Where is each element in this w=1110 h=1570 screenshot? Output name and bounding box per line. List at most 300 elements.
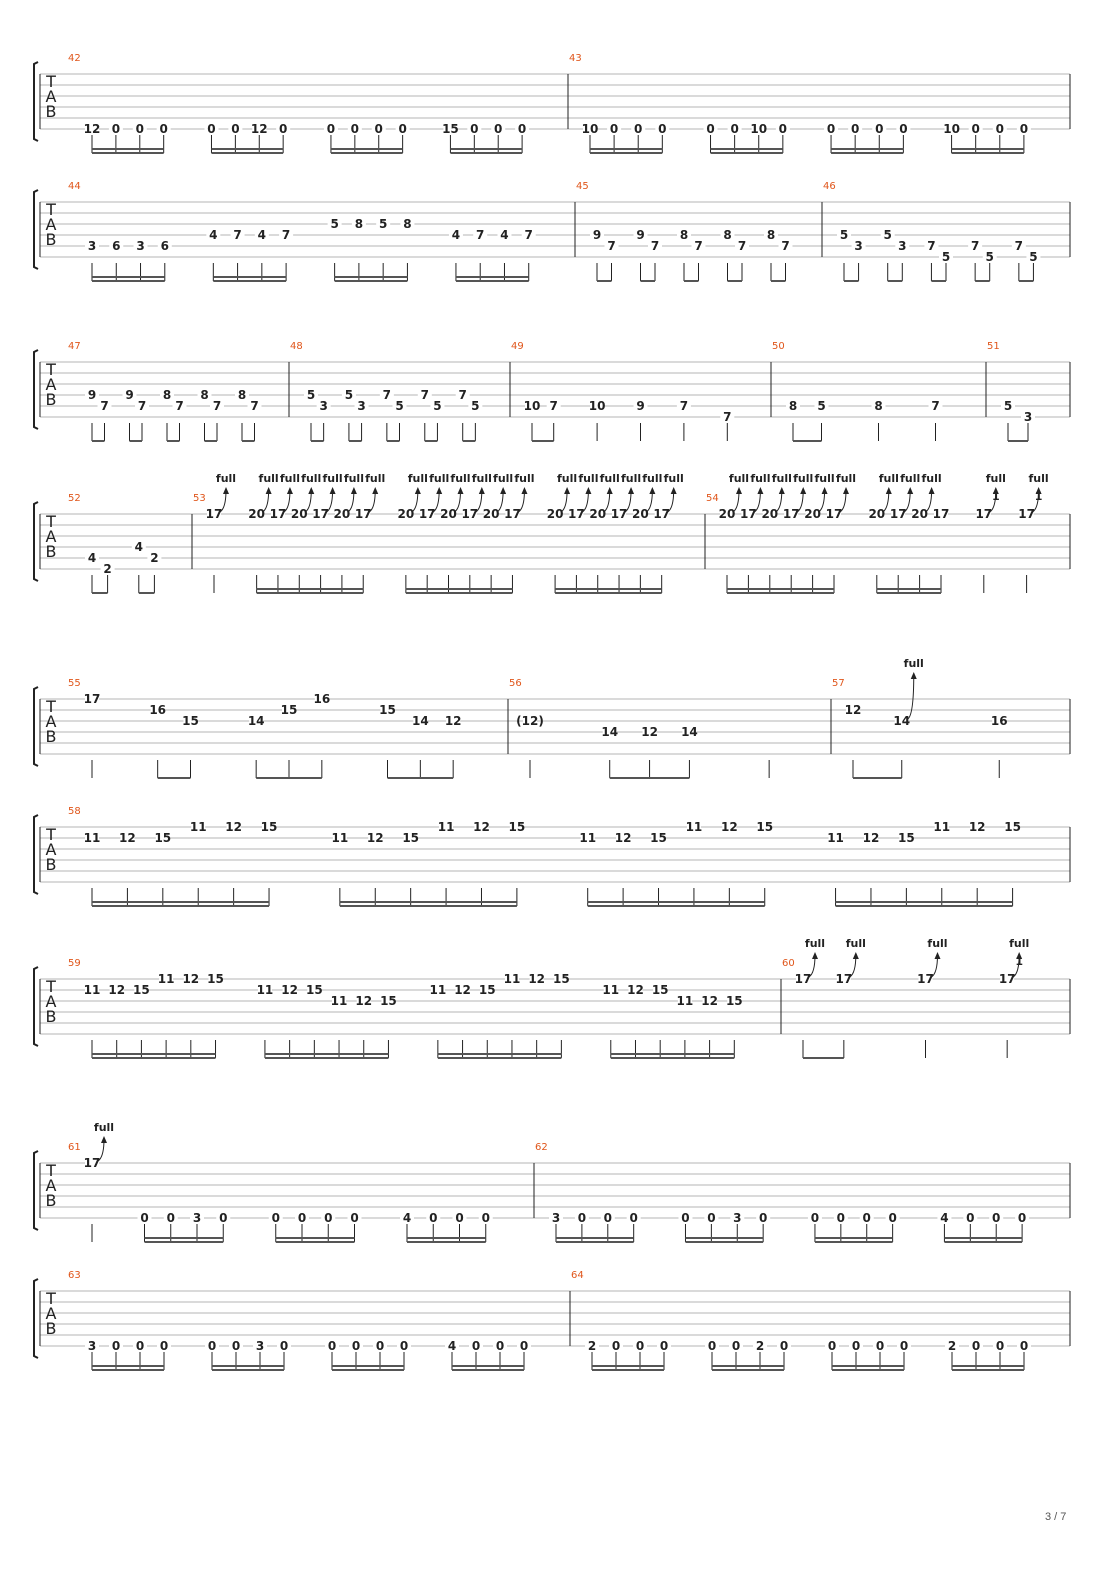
measure-number: 60: [782, 958, 795, 969]
bend-label: full: [985, 472, 1006, 485]
bend-arrowhead: [223, 487, 229, 494]
fret-number: 0: [611, 1339, 621, 1353]
bend-arrowhead: [649, 487, 655, 494]
fret-number: 0: [681, 1211, 690, 1225]
bend-arrowhead: [585, 487, 591, 494]
fret-number: 12: [250, 122, 268, 136]
measure-number: 48: [290, 341, 303, 352]
fret-number: 0: [159, 122, 168, 136]
bend-label: full: [322, 472, 343, 485]
fret-number: 12: [614, 831, 632, 845]
fret-number: 11: [429, 983, 447, 997]
fret-number: 0: [297, 1211, 307, 1225]
fret-number: 12: [528, 972, 546, 986]
bend-label: full: [845, 937, 866, 950]
fret-number: 17: [794, 972, 812, 986]
tab-clef-letter: A: [45, 712, 57, 731]
fret-number: 0: [495, 1339, 505, 1353]
system-bracket: [34, 1279, 38, 1358]
fret-number: 0: [899, 1339, 909, 1353]
bend-arrow: [908, 675, 914, 719]
fret-number: 0: [494, 122, 503, 136]
tab-system: [34, 53, 1070, 153]
fret-number: 15: [725, 994, 743, 1008]
fret-number: 20: [589, 507, 607, 521]
bend-label: full: [814, 472, 835, 485]
bend-label: full: [750, 472, 771, 485]
fret-number: 0: [730, 122, 739, 136]
tab-clef-letter: A: [45, 992, 57, 1011]
fret-number: 11: [157, 972, 175, 986]
tab-clef-letter: B: [45, 542, 57, 561]
bend-arrowhead: [500, 487, 506, 494]
fret-number: 4: [402, 1211, 412, 1225]
fret-number: 11: [331, 831, 349, 845]
measure-number: 61: [68, 1142, 81, 1153]
fret-number: 5: [941, 250, 951, 264]
fret-number: 7: [212, 399, 222, 413]
fret-number: 17: [740, 507, 757, 521]
fret-number: 10: [588, 399, 606, 413]
fret-number: 15: [898, 831, 915, 845]
bend-arrowhead: [436, 487, 442, 494]
fret-number: 11: [933, 820, 951, 834]
fret-number: 17: [83, 1156, 101, 1170]
bend-label: full: [557, 472, 578, 485]
bend-arrowhead: [607, 487, 613, 494]
tab-clef-letter: B: [45, 1319, 57, 1338]
fret-number: 7: [737, 239, 747, 253]
fret-number: 7: [931, 399, 940, 413]
bend-label: full: [514, 472, 535, 485]
fret-number: 10: [581, 122, 599, 136]
measure-number: 57: [832, 678, 845, 689]
measure-number: 64: [571, 1270, 584, 1281]
bend-label: full: [279, 472, 301, 485]
bend-label: full: [215, 472, 237, 485]
measure-number: 45: [576, 181, 589, 192]
fret-number: 15: [182, 714, 199, 728]
measure-number: 49: [511, 341, 524, 352]
fret-number: 3: [1023, 410, 1033, 424]
fret-number: 0: [971, 122, 980, 136]
fret-number: 2: [150, 551, 159, 565]
fret-number: 0: [398, 122, 407, 136]
bend-label: full: [599, 472, 620, 485]
fret-number: 20: [440, 507, 457, 521]
fret-number: 7: [476, 228, 485, 242]
fret-number: 8: [200, 388, 209, 402]
fret-number: 0: [634, 122, 643, 136]
bend-label: full: [663, 472, 684, 485]
tab-clef-letter: B: [45, 727, 57, 746]
fret-number: 11: [189, 820, 207, 834]
bend-arrowhead: [853, 952, 859, 959]
bend-arrowhead: [843, 487, 849, 494]
fret-number: 12: [454, 983, 471, 997]
bend-arrowhead: [521, 487, 527, 494]
fret-number: 0: [966, 1211, 975, 1225]
bend-arrowhead: [266, 487, 272, 494]
fret-number: 17: [312, 507, 329, 521]
release-label: 1: [1034, 490, 1043, 503]
measure-number: 51: [987, 341, 1000, 352]
fret-number: 0: [888, 1211, 897, 1225]
fret-number: 0: [207, 122, 216, 136]
fret-number: 8: [874, 399, 883, 413]
measure-number: 43: [569, 53, 582, 64]
fret-number: 4: [940, 1211, 949, 1225]
bend-arrowhead: [886, 487, 892, 494]
fret-number: 3: [87, 1339, 97, 1353]
fret-number: 7: [723, 410, 732, 424]
fret-number: 12: [862, 831, 880, 845]
bend-label: full: [620, 472, 642, 485]
bend-arrowhead: [757, 487, 763, 494]
fret-number: 7: [607, 239, 616, 253]
bend-arrowhead: [671, 487, 677, 494]
bend-label: full: [878, 472, 899, 485]
fret-number: 20: [397, 507, 415, 521]
fret-number: 20: [632, 507, 649, 521]
tab-clef-letter: B: [45, 230, 57, 249]
fret-number: 17: [782, 507, 800, 521]
fret-number: 12: [720, 820, 738, 834]
fret-number: 2: [947, 1339, 957, 1353]
fret-number: 7: [1014, 239, 1024, 253]
fret-number: 7: [524, 228, 533, 242]
fret-number: 17: [269, 507, 287, 521]
bend-label: full: [578, 472, 599, 485]
fret-number: 20: [868, 507, 886, 521]
bend-label: full: [1009, 937, 1030, 950]
fret-number: 8: [354, 217, 364, 231]
fret-number: 17: [998, 972, 1016, 986]
fret-number: 12: [225, 820, 242, 834]
fret-number: 3: [255, 1339, 265, 1353]
bend-label: full: [1028, 472, 1049, 485]
fret-number: 0: [231, 1339, 241, 1353]
fret-number: 5: [1003, 399, 1013, 413]
fret-number: 11: [256, 983, 274, 997]
fret-number: 0: [455, 1211, 464, 1225]
fret-number: 5: [378, 217, 388, 231]
fret-number: 7: [175, 399, 184, 413]
tab-clef-letter: T: [46, 72, 56, 91]
fret-number: 0: [135, 122, 144, 136]
fret-number: 15: [380, 994, 397, 1008]
fret-number: 0: [851, 1339, 861, 1353]
fret-number: 5: [433, 399, 442, 413]
tab-clef-letter: A: [45, 375, 57, 394]
fret-number: 4: [447, 1339, 457, 1353]
fret-number: 0: [1017, 1211, 1027, 1225]
system-bracket: [34, 502, 38, 581]
fret-number: 7: [100, 399, 109, 413]
fret-number: 8: [162, 388, 172, 402]
fret-number: 7: [781, 239, 790, 253]
fret-number: 0: [826, 122, 836, 136]
bend-label: full: [407, 472, 428, 485]
fret-number: 0: [471, 1339, 481, 1353]
fret-number: 0: [519, 1339, 529, 1353]
fret-number: 8: [788, 399, 798, 413]
fret-number: 0: [850, 122, 860, 136]
fret-number: 0: [707, 1339, 717, 1353]
bend-label: full: [365, 472, 386, 485]
fret-number: 15: [442, 122, 459, 136]
fret-number: 0: [635, 1339, 645, 1353]
fret-number: 8: [403, 217, 412, 231]
fret-number: 2: [587, 1339, 597, 1353]
fret-number: 20: [911, 507, 928, 521]
fret-number: 17: [461, 507, 479, 521]
fret-number: 15: [1004, 820, 1021, 834]
fret-number: 0: [135, 1339, 145, 1353]
tab-system: [34, 937, 1070, 1058]
fret-number: 12: [701, 994, 718, 1008]
measure-number: 53: [193, 493, 206, 504]
tab-clef-letter: T: [46, 512, 56, 531]
tab-system: [34, 1270, 1070, 1370]
fret-number: 20: [804, 507, 821, 521]
fret-number: 0: [481, 1211, 490, 1225]
fret-number: 10: [943, 122, 960, 136]
bend-arrowhead: [907, 487, 913, 494]
bend-label: full: [771, 472, 792, 485]
fret-number: 17: [354, 507, 372, 521]
bend-label: full: [258, 472, 279, 485]
bend-label: full: [793, 472, 814, 485]
fret-number: 20: [761, 507, 779, 521]
bend-arrowhead: [929, 487, 935, 494]
bend-label: full: [804, 937, 826, 950]
fret-number: 17: [653, 507, 671, 521]
fret-number: 16: [313, 692, 331, 706]
release-label: 1: [1015, 955, 1023, 968]
fret-number: 17: [932, 507, 950, 521]
fret-number: 0: [603, 1211, 612, 1225]
tab-system: [34, 1121, 1070, 1242]
fret-number: 3: [87, 239, 97, 253]
tab-system: [34, 341, 1070, 441]
bend-arrowhead: [800, 487, 806, 494]
bend-label: full: [927, 937, 948, 950]
fret-number: 0: [995, 122, 1004, 136]
fret-number: 0: [159, 1339, 169, 1353]
fret-number: 20: [248, 507, 265, 521]
fret-number: 0: [836, 1211, 846, 1225]
fret-number: 3: [357, 399, 366, 413]
fret-number: 7: [137, 399, 147, 413]
bend-arrowhead: [812, 952, 818, 959]
fret-number: 0: [271, 1211, 280, 1225]
fret-number: 0: [862, 1211, 871, 1225]
fret-number: 7: [650, 239, 660, 253]
fret-number: 0: [326, 122, 336, 136]
tab-clef-letter: B: [45, 102, 57, 121]
fret-number: 0: [350, 122, 360, 136]
fret-number: 8: [237, 388, 247, 402]
fret-number: 20: [546, 507, 564, 521]
fret-number: 7: [382, 388, 392, 402]
bend-arrowhead: [458, 487, 464, 494]
fret-number: 7: [420, 388, 429, 402]
fret-number: 0: [375, 1339, 385, 1353]
bend-arrowhead: [330, 487, 336, 494]
fret-number: 0: [707, 1211, 716, 1225]
fret-number: 12: [281, 983, 298, 997]
tab-clef-letter: T: [46, 360, 56, 379]
fret-number: 3: [319, 399, 328, 413]
system-bracket: [34, 1151, 38, 1230]
fret-number: 3: [551, 1211, 561, 1225]
fret-number: 5: [395, 399, 404, 413]
measure-number: 44: [68, 181, 81, 192]
fret-number: 12: [355, 994, 373, 1008]
fret-number: 12: [473, 820, 490, 834]
tab-clef-letter: T: [46, 1161, 56, 1180]
fret-number: 5: [817, 399, 826, 413]
fret-number: 0: [659, 1339, 669, 1353]
fret-number: 15: [478, 983, 496, 997]
fret-number: 11: [83, 831, 101, 845]
fret-number: 14: [247, 714, 265, 728]
fret-number: 0: [470, 122, 479, 136]
fret-number: 0: [111, 1339, 121, 1353]
tab-system: [34, 806, 1070, 906]
fret-number: 7: [927, 239, 936, 253]
bend-label: full: [835, 472, 857, 485]
fret-number: 0: [827, 1339, 837, 1353]
release-label: 1: [991, 490, 1000, 503]
fret-number: 5: [344, 388, 354, 402]
tab-clef-letter: T: [46, 1289, 56, 1308]
tab-clef-letter: A: [45, 1176, 57, 1195]
fret-number: 11: [503, 972, 521, 986]
fret-number: 5: [883, 228, 892, 242]
bend-arrowhead: [415, 487, 421, 494]
fret-number: 14: [893, 714, 911, 728]
fret-number: 14: [601, 725, 619, 739]
fret-number: 0: [810, 1211, 820, 1225]
page-number: 3 / 7: [1045, 1511, 1067, 1523]
measure-number: 42: [68, 53, 81, 64]
fret-number: 0: [758, 1211, 768, 1225]
bend-label: full: [450, 472, 471, 485]
fret-number: 17: [889, 507, 907, 521]
fret-number: 7: [281, 228, 291, 242]
fret-number: 9: [87, 388, 97, 402]
fret-number: 2: [103, 562, 112, 576]
fret-number: 11: [437, 820, 455, 834]
tab-system: [34, 181, 1070, 281]
fret-number: 0: [111, 122, 121, 136]
bend-arrowhead: [564, 487, 570, 494]
fret-number: 0: [219, 1211, 228, 1225]
fret-number: 0: [875, 1339, 885, 1353]
fret-number: 3: [733, 1211, 742, 1225]
fret-number: 0: [629, 1211, 638, 1225]
fret-number: 8: [766, 228, 776, 242]
measure-number: 63: [68, 1270, 81, 1281]
bend-label: full: [903, 657, 924, 670]
fret-number: 17: [83, 692, 101, 706]
fret-number: 0: [658, 122, 667, 136]
bend-arrowhead: [351, 487, 357, 494]
fret-number: 0: [731, 1339, 741, 1353]
fret-number: 5: [1029, 250, 1038, 264]
fret-number: 17: [504, 507, 521, 521]
fret-number: 7: [549, 399, 558, 413]
bend-label: full: [493, 472, 514, 485]
fret-number: 4: [209, 228, 218, 242]
fret-number: 11: [676, 994, 694, 1008]
system-bracket: [34, 687, 38, 766]
fret-number: 15: [553, 972, 570, 986]
fret-number: 12: [119, 831, 136, 845]
fret-number: 0: [875, 122, 884, 136]
fret-number: 9: [636, 399, 645, 413]
tab-clef-letter: T: [46, 825, 56, 844]
system-bracket: [34, 350, 38, 429]
tab-clef-letter: B: [45, 855, 57, 874]
fret-number: 17: [917, 972, 934, 986]
bend-label: full: [921, 472, 942, 485]
fret-number: 15: [207, 972, 224, 986]
fret-number: 15: [508, 820, 526, 834]
bend-label: full: [728, 472, 750, 485]
fret-number: 0: [140, 1211, 149, 1225]
tab-clef-letter: T: [46, 200, 56, 219]
bend-label: full: [471, 472, 492, 485]
fret-number: 15: [651, 983, 669, 997]
fret-number: 0: [327, 1339, 337, 1353]
fret-number: 14: [411, 714, 429, 728]
fret-number: 12: [627, 983, 644, 997]
tab-system: [34, 657, 1070, 778]
fret-number: 15: [154, 831, 172, 845]
fret-number: 0: [779, 1339, 789, 1353]
fret-number: 0: [278, 122, 288, 136]
fret-number: 12: [108, 983, 126, 997]
system-bracket: [34, 62, 38, 141]
fret-number: 4: [257, 228, 267, 242]
fret-number: 11: [827, 831, 844, 845]
fret-number: 11: [330, 994, 348, 1008]
fret-number: 12: [844, 703, 862, 717]
fret-number: 5: [471, 399, 480, 413]
fret-number: 7: [970, 239, 980, 253]
fret-number: 0: [517, 122, 527, 136]
bend-label: full: [642, 472, 663, 485]
fret-number: 10: [750, 122, 768, 136]
tab-clef-letter: A: [45, 1304, 57, 1323]
fret-number: 11: [83, 983, 101, 997]
fret-number: 15: [650, 831, 667, 845]
fret-number: 12: [83, 122, 101, 136]
measure-number: 62: [535, 1142, 548, 1153]
fret-number: 0: [995, 1339, 1005, 1353]
fret-number: 15: [260, 820, 278, 834]
fret-number: 3: [136, 239, 145, 253]
fret-number: 17: [975, 507, 993, 521]
fret-number: 0: [577, 1211, 587, 1225]
fret-number: 0: [350, 1211, 359, 1225]
measure-number: 54: [706, 493, 719, 504]
bend-label: full: [429, 472, 450, 485]
fret-number: 7: [233, 228, 242, 242]
